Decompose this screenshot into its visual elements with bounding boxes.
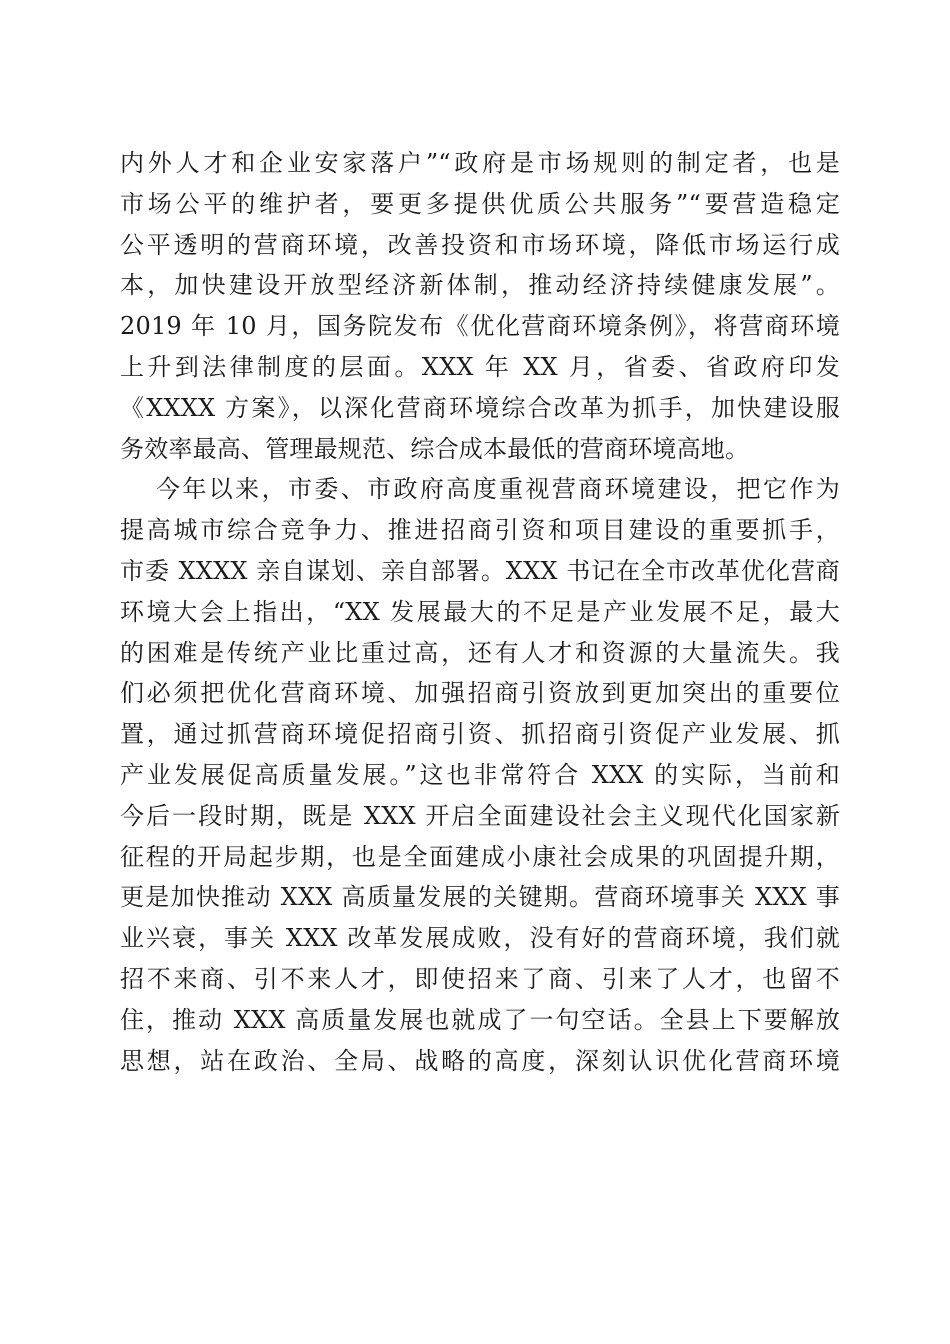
paragraph-2-line-4: 环境大会上指出，“XX 发展最大的不足是产业发展不足，最大 [120,597,840,626]
body-text [120,143,840,1081]
paragraph-2-line-14: 住，推动 XXX 高质量发展也就成了一句空话。全县上下要解放 [120,1005,840,1034]
paragraph-1-line-8: 务效率最高、管理最规范、综合成本最低的营商环境高地。 [120,434,750,463]
paragraph-1-line-6: 上升到法律制度的层面。XXX 年 XX 月，省委、省政府印发 [120,352,840,381]
paragraph-2-line-2: 提高城市综合竞争力、推进招商引资和项目建设的重要抓手， [120,516,840,545]
paragraph-2-line-6: 们必须把优化营商环境、加强招商引资放到更加突出的重要位 [120,679,840,708]
paragraph-2-line-5: 的困难是传统产业比重过高，还有人才和资源的大量流失。我 [120,638,840,667]
paragraph-1-line-3: 公平透明的营商环境，改善投资和市场环境，降低市场运行成 [120,230,840,259]
paragraph-2-line-15: 思想，站在政治、全局、战略的高度，深刻认识优化营商环境 [120,1046,840,1075]
paragraph-2-line-8: 产业发展促高质量发展。”这也非常符合 XXX 的实际，当前和 [120,760,840,789]
paragraph-2-line-7: 置，通过抓营商环境促招商引资、抓招商引资促产业发展、抓 [120,720,840,749]
paragraph-2-line-10: 征程的开局起步期，也是全面建成小康社会成果的巩固提升期， [120,842,840,871]
paragraph-1-line-2: 市场公平的维护者，要更多提供优质公共服务”“要营造稳定 [120,189,840,218]
paragraph-2-line-13: 招不来商、引不来人才，即使招来了商、引来了人才，也留不 [120,964,840,993]
paragraph-1-line-5: 2019 年 10 月，国务院发布《优化营商环境条例》，将营商环境 [120,312,840,341]
paragraph-1-line-4: 本，加快建设开放型经济新体制，推动经济持续健康发展”。 [120,271,840,300]
paragraph-2-line-1: 今年以来，市委、市政府高度重视营商环境建设，把它作为 [156,475,840,504]
paragraph-1-line-1: 内外人才和企业安家落户”“政府是市场规则的制定者，也是 [120,149,840,177]
paragraph-2-line-9: 今后一段时期，既是 XXX 开启全面建设社会主义现代化国家新 [120,801,840,830]
paragraph-2-line-3: 市委 XXXX 亲自谋划、亲自部署。XXX 书记在全市改革优化营商 [120,556,840,585]
paragraph-2-line-12: 业兴衰，事关 XXX 改革发展成败，没有好的营商环境，我们就 [120,924,840,953]
paragraph-1-line-7: 《XXXX 方案》，以深化营商环境综合改革为抓手，加快建设服 [120,393,840,422]
paragraph-2-line-11: 更是加快推动 XXX 高质量发展的关键期。营商环境事关 XXX 事 [120,883,840,912]
